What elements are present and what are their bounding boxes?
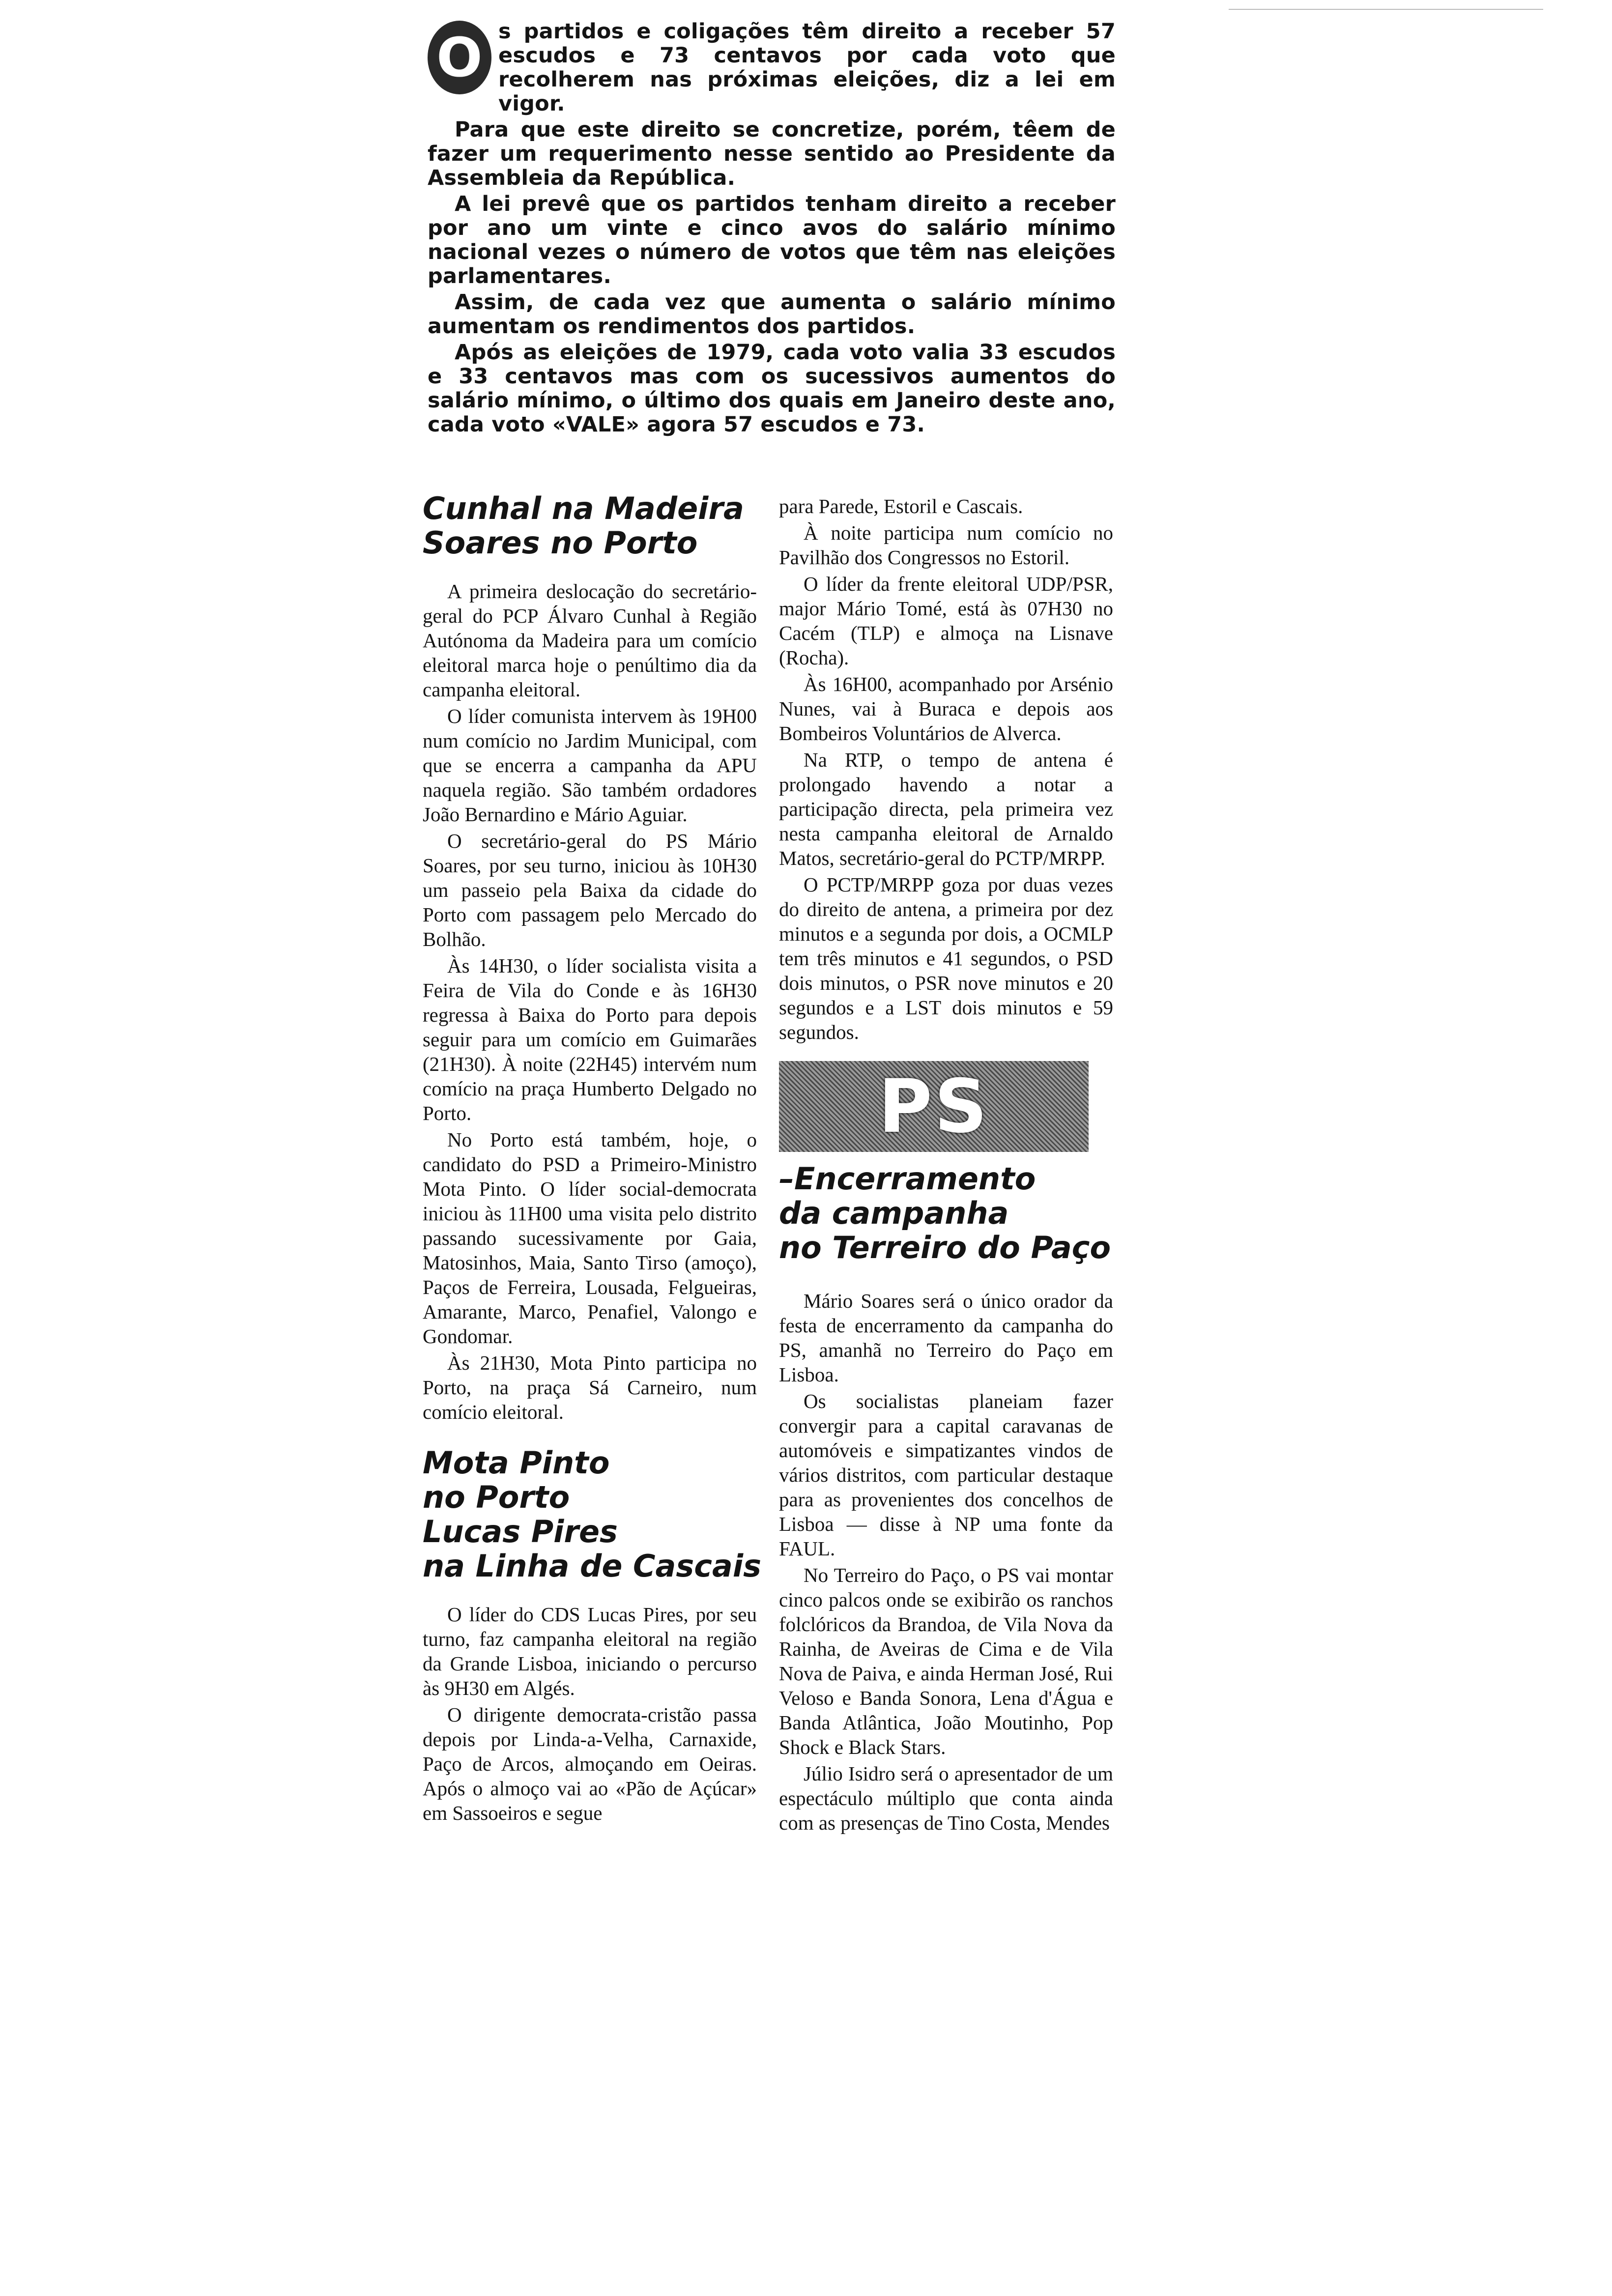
article-paragraph: No Porto está também, hoje, o candidato do PSD a Primeiro-Ministro Mota Pinto. O líder social-democrata iniciou às 11H00 uma visita pelo distrito passando sucessivamente por Gaia, Matosinhos, Maia, Santo Tirso (amoço), Paços de Ferreira, Lousada, Felgueiras, Amarante, Marco, Penafiel, Valongo e Gondomar. <box>423 1128 757 1348</box>
top-rule <box>1229 9 1543 10</box>
headline-line: Lucas Pires <box>423 1514 618 1550</box>
article-headline <box>423 491 757 560</box>
headline-line: Soares no Porto <box>423 525 698 561</box>
intro-paragraph: s partidos e coligações têm direito a receber 57 escudos e 73 centavos por cada voto que recolherem nas próximas eleições, diz a lei em vigor. <box>498 19 1116 116</box>
article-paragraph: Às 16H00, acompanhado por Arsénio Nunes, vai à Buraca e depois aos Bombeiros Voluntários de Alverca. <box>779 673 1113 745</box>
drop-cap: O <box>428 21 491 94</box>
article-paragraph: Júlio Isidro será o apresentador de um espectáculo múltiplo que conta ainda com as presenças de Tino Costa, Mendes <box>779 1762 1113 1834</box>
article-paragraph: No Terreiro do Paço, o PS vai montar cinco palcos onde se exibirão os ranchos folclóricos da Brandoa, de Vila Nova da Rainha, de Aveiras de Cima e de Vila Nova de Paiva, e ainda Herman José, Rui Veloso e Banda Sonora, Lena d'Água e Banda Atlântica, João Moutinho, Pop Shock e Black Stars. <box>779 1564 1113 1758</box>
headline-line: no Porto <box>423 1479 570 1515</box>
headline-line: no Terreiro do Paço <box>779 1230 1111 1265</box>
article-paragraph: Às 14H30, o líder socialista visita a Feira de Vila do Conde e às 16H30 regressa à Baixa do Porto para depois seguir para um comício em Guimarães (21H30). À noite (22H45) intervém num comício na praça Humberto Delgado no Porto. <box>423 954 757 1124</box>
headline-line: –Encerramento <box>779 1161 1036 1197</box>
ps-logo-box <box>779 1061 1089 1152</box>
headline-line: Cunhal na Madeira <box>423 490 744 526</box>
intro-paragraph: A lei prevê que os partidos tenham direito a receber por ano um vinte e cinco avos do salário mínimo nacional vezes o número de votos que têm nas eleições parlamentares. <box>428 192 1116 288</box>
article-paragraph: À noite participa num comício no Pavilhão dos Congressos no Estoril. <box>779 521 1113 569</box>
article-paragraph: Os socialistas planeiam fazer convergir para a capital caravanas de automóveis e simpatizantes vindos de vários distritos, com particular destaque para as provenientes dos concelhos de Lisboa — disse à NP uma fonte da FAUL. <box>779 1390 1113 1560</box>
article-paragraph: Às 21H30, Mota Pinto participa no Porto, na praça Sá Carneiro, num comício eleitoral. <box>423 1351 757 1423</box>
intro-paragraph: Após as eleições de 1979, cada voto valia 33 escudos e 33 centavos mas com os sucessivos aumentos do salário mínimo, o último dos quais em Janeiro deste ano, cada voto «VALE» agora 57 escudos e 73. <box>428 340 1116 437</box>
article-paragraph: O líder comunista intervem às 19H00 num comício no Jardim Municipal, com que se encerra a campanha da APU naquela região. São também ordadores João Bernardino e Mário Aguiar. <box>423 705 757 826</box>
article-paragraph: O dirigente democrata-cristão passa depois por Linda-a-Velha, Carnaxide, Paço de Arcos, almoçando em Oeiras. Após o almoço vai ao «Pão de Açúcar» em Sassoeiros e segue <box>423 1703 757 1824</box>
intro-paragraph: Assim, de cada vez que aumenta o salário mínimo aumentam os rendimentos dos partidos. <box>428 290 1116 339</box>
headline-line: da campanha <box>779 1195 1009 1231</box>
article-paragraph: O secretário-geral do PS Mário Soares, por seu turno, iniciou às 10H30 um passeio pela Baixa da cidade do Porto com passagem pelo Mercado do Bolhão. <box>423 830 757 950</box>
article-paragraph: Na RTP, o tempo de antena é prolongado havendo a notar a participação directa, pela primeira vez nesta campanha eleitoral de Arnaldo Matos, secretário-geral do PCTP/MRPP. <box>779 748 1113 869</box>
article-headline <box>779 1162 1113 1265</box>
right-column <box>779 494 1113 1837</box>
intro-block <box>428 20 1116 439</box>
headline-line: Mota Pinto <box>423 1445 610 1481</box>
article-paragraph: A primeira deslocação do secretário-geral do PCP Álvaro Cunhal à Região Autónoma da Madeira para um comício eleitoral marca hoje o penúltimo dia da campanha eleitoral. <box>423 580 757 701</box>
article-paragraph: O líder do CDS Lucas Pires, por seu turno, faz campanha eleitoral na região da Grande Lisboa, iniciando o percurso às 9H30 em Algés. <box>423 1603 757 1699</box>
ps-logo-text: PS <box>878 1063 989 1149</box>
article-paragraph: para Parede, Estoril e Cascais. <box>779 495 1023 517</box>
headline-line: na Linha de Cascais <box>423 1548 762 1584</box>
left-column <box>423 490 762 1827</box>
article-paragraph: Mário Soares será o único orador da festa de encerramento da campanha do PS, amanhã no Terreiro do Paço em Lisboa. <box>779 1290 1113 1386</box>
article-paragraph: O PCTP/MRPP goza por duas vezes do direito de antena, a primeira por dez minutos e a segunda por dois, a OCMLP tem três minutos e 41 segundos, o PSD dois minutos, o PSR nove minutos e 20 segundos e a LST dois minutos e 59 segundos. <box>779 873 1113 1043</box>
article-paragraph: O líder da frente eleitoral UDP/PSR, major Mário Tomé, está às 07H30 no Cacém (TLP) e almoça na Lisnave (Rocha). <box>779 573 1113 669</box>
article-headline <box>423 1445 762 1584</box>
intro-paragraph: Para que este direito se concretize, porém, têem de fazer um requerimento nesse sentido ao Presidente da Assembleia da República. <box>428 117 1116 190</box>
